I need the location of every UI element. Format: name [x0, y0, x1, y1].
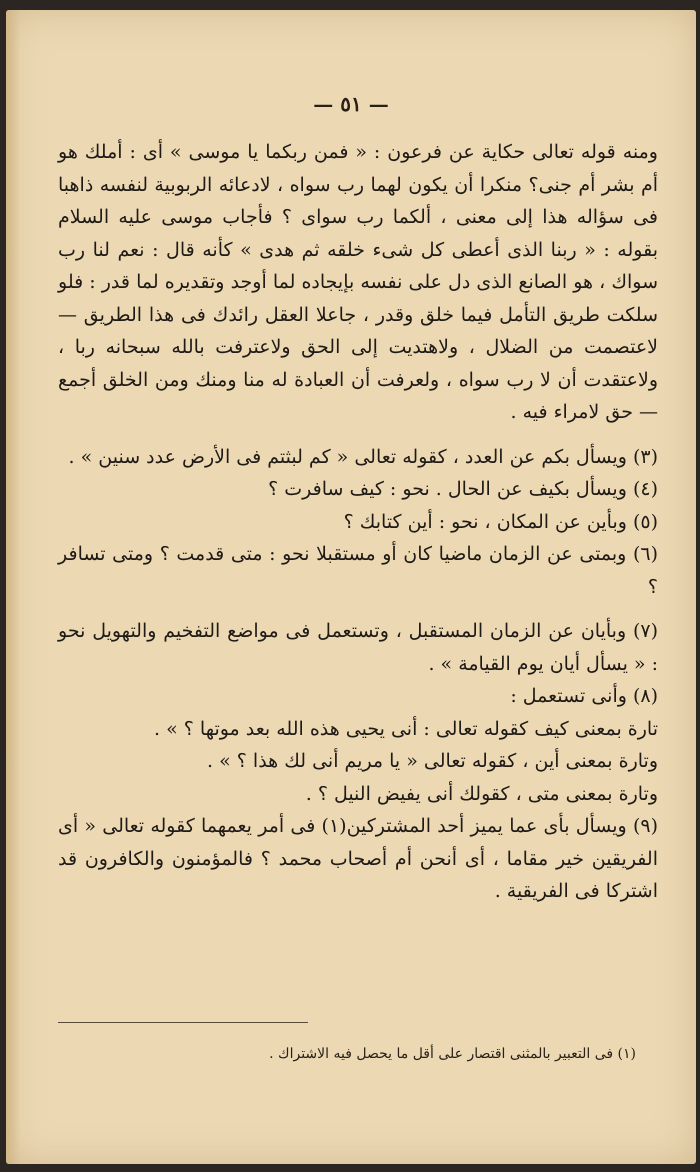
paragraph-item-8-kayfa: تارة بمعنى كيف كقوله تعالى : أنى يحيى هذه الله بعد موتها ؟ » . [154, 717, 658, 740]
paragraph-item-8: (٨) وأنى تستعمل : [510, 685, 658, 707]
paragraph-intro: ومنه قوله تعالى حكاية عن فرعون : « فمن ربكما يا موسى » أى : أملك هو أم بشر أم جنى؟ منكرا أن يكون لهما رب سواه ، لادعائه الربوبية لنفسه ذاهبا فى سؤاله هذا إلى معنى ، ألكما رب سواى ؟ فأجاب موسى عليه السلام بقوله : « ربنا الذى أعطى كل شىء خلقه ثم هدى » كأنه قال : نعم لنا رب سواك ، هو الصانع الذى دل على نفسه بإيجاده لما أوجد وتقديره لما قدر : فلو سلكت طريق التأمل فيما خلق وقدر ، جاعلا العقل رائدك فى هذا الطريق — لاعتصمت من الضلال ، ولاهتديت إلى الحق ولاعترفت بالله سبحانه ربا ، ولاعتقدت أن لا رب سواه ، ولعرفت أن العبادة له منا ومنك ومن الخلق أجمع — حق لامراء فيه . [58, 141, 658, 423]
paragraph-item-7: (٧) وبأيان عن الزمان المستقبل ، وتستعمل فى مواضع التفخيم والتهويل نحو : « يسأل أيان يوم القيامة » . [58, 620, 658, 675]
page-edge-shadow [6, 10, 20, 1164]
paragraph-item-8-mata: وتارة بمعنى متى ، كقولك أنى يفيض النيل ؟ . [305, 782, 658, 805]
page-number: — ٥١ — [313, 92, 389, 116]
paragraph-item-4: (٤) ويسأل بكيف عن الحال . نحو : كيف سافرت ؟ [268, 478, 658, 500]
paragraph-item-8-ayna: وتارة بمعنى أين ، كقوله تعالى « يا مريم أنى لك هذا ؟ » . [207, 750, 658, 772]
book-page [6, 10, 696, 1164]
paragraph-item-6: (٦) وبمتى عن الزمان ماضيا كان أو مستقبلا نحو : متى قدمت ؟ ومتى تسافر ؟ [58, 543, 658, 598]
paragraph-item-3: (٣) ويسأل بكم عن العدد ، كقوله تعالى « كم لبثتم فى الأرض عدد سنين » . [68, 445, 658, 468]
body-text [58, 136, 658, 908]
footnote: (١) فى التعبير بالمثنى اقتصار على أقل ما يحصل فيه الاشتراك . [269, 1046, 636, 1062]
footnote-divider [58, 1022, 308, 1023]
paragraph-item-9: (٩) ويسأل بأى عما يميز أحد المشتركين(١) فى أمر يعمهما كقوله تعالى « أى الفريقين خير مقاما ، أى أنحن أم أصحاب محمد ؟ فالمؤمنون والكافرون قد اشتركا فى الفريقية . [58, 815, 659, 902]
paragraph-item-5: (٥) وبأين عن المكان ، نحو : أين كتابك ؟ [343, 510, 658, 533]
